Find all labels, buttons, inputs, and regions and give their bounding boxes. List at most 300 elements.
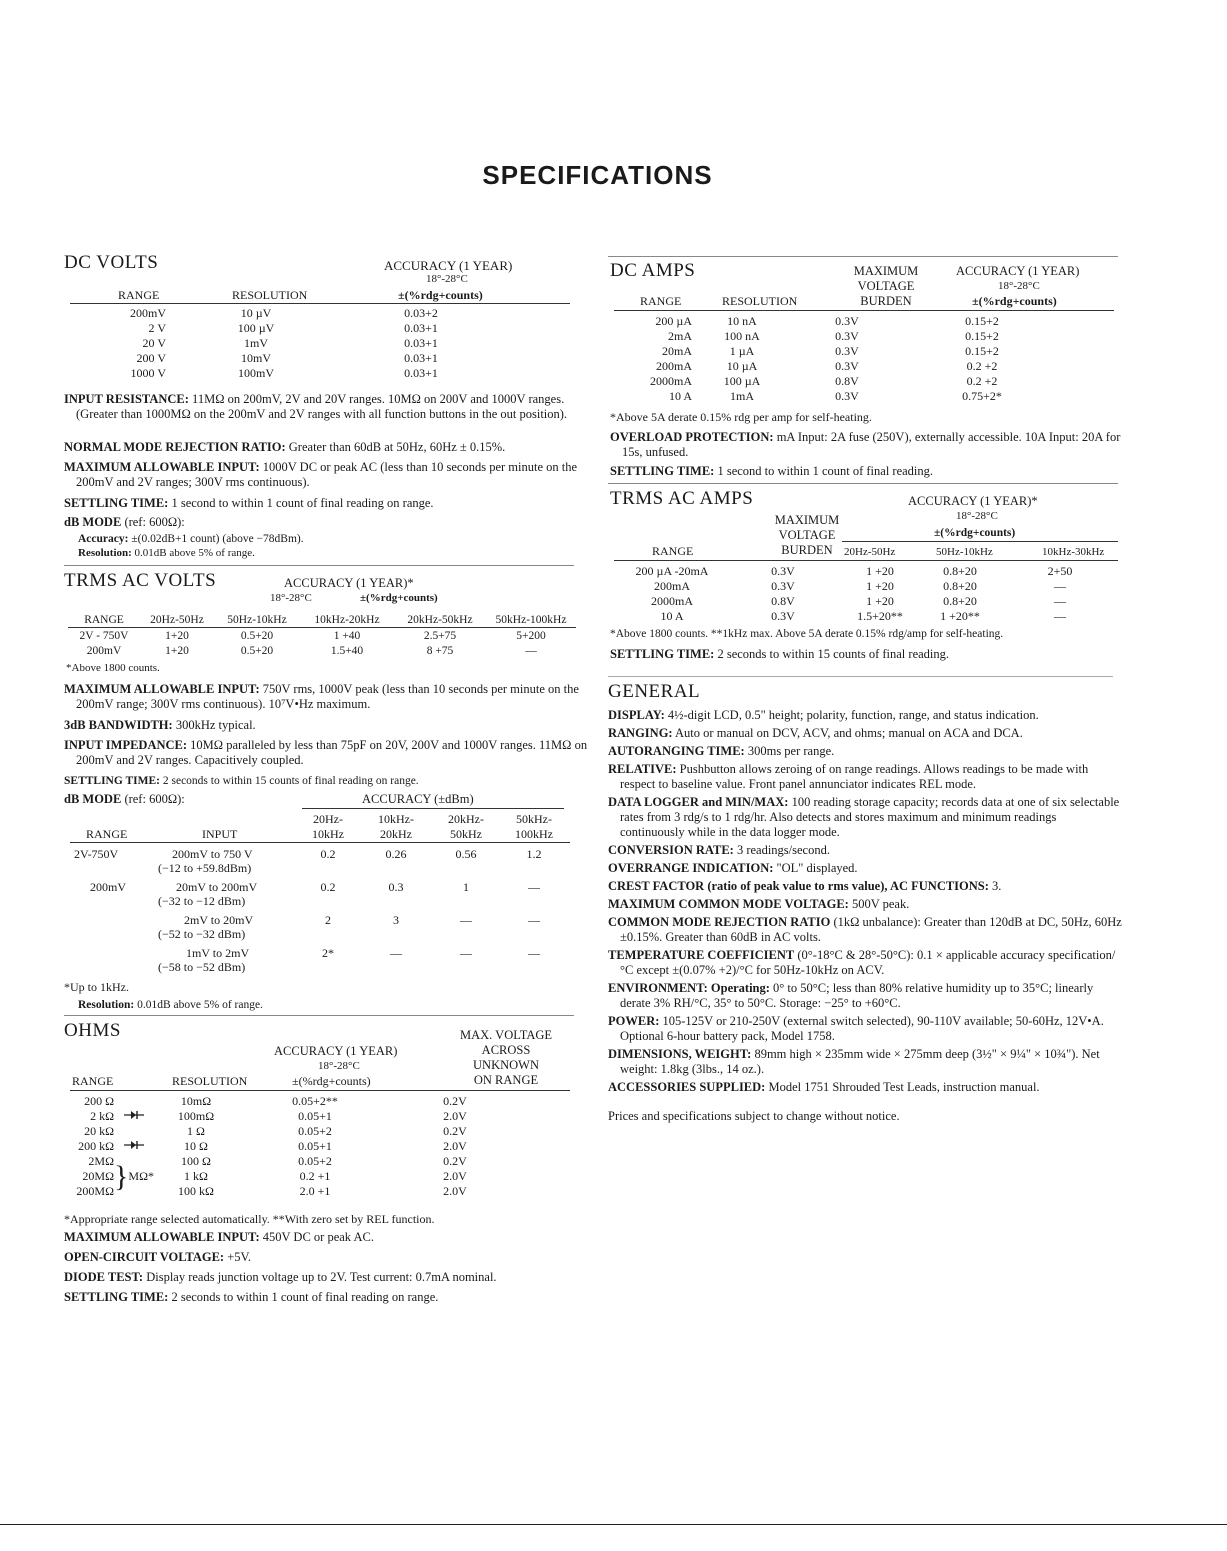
text: (0°-18°C & 28°-50°C): 0.1 × applicable accuracy specification/°C except ±(0.07% +2)/°C for 50Hz-10kHz on ACV. — [620, 948, 1116, 977]
db-row-input: 200mV to 750 V — [172, 847, 253, 861]
label: 3dB BANDWIDTH: — [64, 718, 173, 732]
db-row-input: 1mV to 2mV — [186, 946, 250, 960]
cell: 0.8+20 — [943, 594, 977, 608]
general-item — [608, 726, 1123, 741]
text: 750V rms, 1000V peak (less than 10 seconds per minute on the 200mV range; 300V rms continuous). 10⁷V•Hz maximum. — [76, 682, 579, 711]
cell: 2000mA — [651, 594, 693, 608]
ohms-settling — [64, 1290, 592, 1305]
table-row — [628, 594, 1110, 609]
table-row — [628, 609, 1110, 624]
cell: 2MΩ — [88, 1154, 114, 1168]
table-row — [104, 306, 496, 321]
header-line: 10kHz- — [378, 812, 414, 826]
db-row-range: 2V-750V — [74, 847, 119, 861]
text: 4½-digit LCD, 0.5" height; polarity, function, range, and status indication. — [664, 708, 1039, 722]
cell: 200MΩ — [76, 1184, 114, 1198]
cell: 0.05+2** — [292, 1094, 338, 1108]
text: "OL" displayed. — [773, 861, 858, 875]
cell: — — [1054, 579, 1066, 593]
text: 2 seconds to within 1 count of final reading on range. — [168, 1290, 439, 1304]
cell: 0.05+1 — [298, 1139, 332, 1153]
cell: 1+20 — [165, 644, 189, 657]
text: 1000V DC or peak AC (less than 10 seconds per minute on the 200mV and 2V ranges; 300V rms continuous). — [76, 460, 578, 489]
text: Display reads junction voltage up to 2V. Test current: 0.7mA nominal. — [143, 1270, 497, 1284]
table-row — [104, 351, 496, 366]
text: 11MΩ on 200mV, 2V and 20V ranges. 10MΩ on 200V and 1000V ranges. (Greater than 1000MΩ on the 200mV and 2V ranges with all function buttons in the out position). — [76, 392, 568, 421]
cell: 1 — [463, 880, 469, 894]
aca-col-20hz: 20Hz-50Hz — [844, 546, 896, 558]
acv-bandwidth — [64, 718, 592, 733]
text: Greater than 60dB at 50Hz, 60Hz ± 0.15%. — [285, 440, 506, 454]
cell: 200mA — [654, 579, 690, 593]
dcv-max-input — [64, 460, 592, 490]
acv-settling — [64, 774, 592, 789]
label: DATA LOGGER and MIN/MAX: — [608, 795, 789, 809]
cell: 0.3 — [388, 880, 404, 894]
acv-accuracy-label: ACCURACY (1 YEAR)* — [284, 576, 414, 590]
table-row — [70, 1109, 518, 1124]
dcv-formula: ±(%rdg+counts) — [398, 288, 483, 302]
cell: — — [460, 913, 472, 927]
dcv-temp: 18°-28°C — [426, 273, 468, 285]
col-header: 10kHz-20kHz — [300, 612, 394, 628]
acv-db-resolution — [78, 998, 578, 1013]
cell: 2.0 +1 — [299, 1184, 331, 1198]
ohms-temp: 18°-28°C — [318, 1060, 360, 1072]
cell: 1.5+40 — [330, 644, 364, 657]
cell: 0.3V — [835, 389, 859, 403]
text: 2 seconds to within 15 counts of final reading. — [714, 647, 950, 661]
cell: 100 Ω — [181, 1154, 211, 1168]
cell: 0.3V — [835, 344, 859, 358]
dca-maxv — [836, 264, 936, 309]
cell: 0.2 — [320, 880, 336, 894]
cell: 0.15+2 — [965, 344, 999, 358]
cell: 1 +20 — [866, 579, 894, 593]
header-line: BURDEN — [781, 543, 833, 557]
dca-formula: ±(%rdg+counts) — [972, 294, 1057, 308]
aca-col-10khz: 10kHz-30kHz — [1042, 546, 1105, 558]
header-line: VOLTAGE — [778, 528, 836, 542]
dcv-input-resistance — [64, 392, 592, 422]
text: 105-125V or 210-250V (external switch selected), 90-110V available; 50-60Hz, 12V•A. Optional 6-hour battery pack, Model 1758. — [620, 1014, 1104, 1043]
text: 300ms per range. — [744, 744, 835, 758]
ohms-maxv — [436, 1028, 576, 1088]
divider — [608, 676, 1113, 677]
cell: 1+20 — [165, 629, 189, 642]
label: OVERLOAD PROTECTION: — [610, 430, 774, 444]
label: AUTORANGING TIME: — [608, 744, 745, 758]
label: COMMON MODE REJECTION RATIO — [608, 915, 831, 929]
cell: — — [525, 644, 537, 657]
cell: 200mV — [86, 644, 122, 657]
col-header: 20Hz-50Hz — [140, 612, 214, 628]
dcv-heading: DC VOLTS — [64, 252, 159, 273]
dcv-db-accuracy — [78, 532, 578, 547]
cell: 10mV — [241, 351, 271, 365]
cell: 0.3V — [835, 359, 859, 373]
db-col-50khz — [502, 812, 566, 842]
cell: 10 nA — [727, 314, 757, 328]
general-item — [608, 1080, 1123, 1095]
ohms-max-input — [64, 1230, 592, 1245]
header-line: BURDEN — [860, 294, 912, 308]
dcv-col-resolution: RESOLUTION — [232, 288, 308, 302]
table-row — [104, 321, 496, 336]
cell: 20MΩ — [82, 1169, 114, 1183]
cell: 1 +20 — [866, 564, 894, 578]
header-line: 20kHz- — [448, 812, 484, 826]
cell: 2.0V — [443, 1139, 467, 1153]
cell: 0.2V — [443, 1094, 467, 1108]
table-row — [70, 1154, 518, 1169]
table-row — [628, 389, 1062, 404]
table-row — [628, 579, 1110, 594]
dca-col-range: RANGE — [640, 294, 682, 308]
text: (1kΩ unbalance): Greater than 120dB at DC, 50Hz, 60Hz ±0.15%. Greater than 60dB in AC volts. — [620, 915, 1122, 944]
aca-col-range: RANGE — [652, 544, 694, 558]
ohms-col-resolution: RESOLUTION — [172, 1074, 248, 1088]
aca-maxv — [762, 513, 852, 558]
cell: 200 V — [136, 351, 166, 365]
cell: 1 +20** — [940, 609, 980, 623]
aca-accuracy-label: ACCURACY (1 YEAR)* — [908, 494, 1038, 508]
cell: 10 A — [660, 609, 684, 623]
header-line: MAXIMUM — [853, 264, 919, 278]
cell: 1 kΩ — [184, 1169, 208, 1183]
cell: 2+50 — [1047, 564, 1073, 578]
text: 0.01dB above 5% of range. — [134, 999, 263, 1011]
text: 2 seconds to within 15 counts of final reading on range. — [159, 775, 419, 787]
cell: 200 Ω — [84, 1094, 114, 1108]
header-line: VOLTAGE — [857, 279, 915, 293]
acv-temp: 18°-28°C — [270, 592, 312, 604]
cell: 2000mA — [650, 374, 692, 388]
header-line: ACROSS — [481, 1043, 531, 1057]
cell: — — [528, 880, 540, 894]
cell: 0.05+2 — [298, 1154, 332, 1168]
cell: 1 +20 — [866, 594, 894, 608]
cell: 0.3V — [835, 329, 859, 343]
general-item — [608, 708, 1123, 723]
ohms-diode-test — [64, 1270, 592, 1285]
header-line: UNKNOWN — [473, 1058, 539, 1072]
table-row — [68, 628, 576, 644]
label: DIMENSIONS, WEIGHT: — [608, 1047, 752, 1061]
cell: 0.3V — [835, 314, 859, 328]
db-col-input: INPUT — [202, 827, 238, 841]
cell: 0.15+2 — [965, 329, 999, 343]
cell: — — [1054, 609, 1066, 623]
header-line: 20Hz- — [313, 812, 343, 826]
divider — [614, 560, 1118, 561]
divider — [70, 303, 570, 304]
divider — [842, 541, 1118, 542]
ohms-accuracy-label: ACCURACY (1 YEAR) — [274, 1044, 398, 1058]
acv-db-note: *Up to 1kHz. — [64, 980, 129, 994]
aca-table — [628, 564, 1110, 624]
general-item — [608, 915, 1123, 945]
db-row-dbm: (−12 to +59.8dBm) — [158, 861, 252, 875]
text: 100 reading storage capacity; records data at one of six selectable rates from 3 rdg/s to 1 rdg/hr. Also detects and stores maximum and minimum readings continuously while in the data logger mode. — [620, 795, 1120, 839]
general-item — [608, 1047, 1123, 1077]
cell: — — [460, 946, 472, 960]
label: SETTLING TIME: — [610, 464, 715, 478]
cell: 10 Ω — [184, 1139, 208, 1153]
table-row — [104, 366, 496, 381]
label: MAXIMUM COMMON MODE VOLTAGE: — [608, 897, 849, 911]
aca-note: *Above 1800 counts. **1kHz max. Above 5A derate 0.15% rdg/amp for self-heating. — [610, 628, 1004, 640]
text: 0.01dB above 5% of range. — [131, 547, 255, 559]
label: OVERRANGE INDICATION: — [608, 861, 774, 875]
label: CREST FACTOR (ratio of peak value to rms value), AC FUNCTIONS: — [608, 879, 989, 893]
general-heading: GENERAL — [608, 681, 701, 702]
general-item — [608, 762, 1123, 792]
cell: 200mV — [130, 306, 166, 320]
cell: — — [528, 913, 540, 927]
acv-table — [68, 612, 576, 658]
db-col-10khz — [366, 812, 426, 842]
cell: 0.8+20 — [943, 579, 977, 593]
cell: 0.3V — [771, 564, 795, 578]
cell: 0.56 — [455, 847, 477, 861]
dcv-db-resolution — [78, 546, 578, 561]
label: SETTLING TIME: — [64, 775, 160, 787]
cell: 0.3V — [771, 609, 795, 623]
db-row-dbm: (−58 to −52 dBm) — [158, 960, 246, 974]
label: SETTLING TIME: — [610, 647, 715, 661]
cell: 2 — [325, 913, 331, 927]
header-line: MAXIMUM — [774, 513, 840, 527]
ohms-col-range: RANGE — [72, 1074, 114, 1088]
db-row-range: 200mV — [90, 880, 126, 894]
cell: — — [390, 946, 402, 960]
text: 89mm high × 235mm wide × 275mm deep (3½" × 9¼" × 10¾"). Net weight: 1.8kg (3lbs., 14 oz.). — [620, 1047, 1100, 1076]
cell: 10 µA — [726, 359, 758, 373]
label: ENVIRONMENT: Operating: — [608, 981, 770, 995]
text: 500V peak. — [848, 897, 910, 911]
acv-max-input — [64, 682, 592, 712]
label: RANGING: — [608, 726, 673, 740]
text: (ref: 600Ω): — [121, 515, 185, 529]
cell: 0.26 — [385, 847, 407, 861]
cell: 1mA — [730, 389, 754, 403]
cell: 100mΩ — [177, 1109, 215, 1123]
general-item — [608, 744, 1123, 759]
label: MAXIMUM ALLOWABLE INPUT: — [64, 682, 260, 696]
label: dB MODE — [64, 792, 122, 806]
cell: 0.05+1 — [298, 1109, 332, 1123]
cell: 200 µA -20mA — [635, 564, 709, 578]
label: INPUT IMPEDANCE: — [64, 738, 188, 752]
cell: 0.2 — [320, 847, 336, 861]
cell: — — [528, 946, 540, 960]
acv-note: *Above 1800 counts. — [66, 662, 160, 674]
db-row-input: 20mV to 200mV — [176, 880, 258, 894]
ohms-heading: OHMS — [64, 1020, 121, 1041]
label: Resolution: — [78, 547, 132, 559]
acv-heading: TRMS AC VOLTS — [64, 570, 217, 591]
label: TEMPERATURE COEFFICIENT — [608, 948, 795, 962]
cell: 2* — [322, 946, 334, 960]
diode-icon — [114, 1109, 154, 1124]
mohm-brace: }MΩ* — [114, 1159, 154, 1193]
table-row — [70, 1139, 518, 1154]
cell: 20 kΩ — [84, 1124, 114, 1138]
cell: 0.5+20 — [240, 629, 274, 642]
text: Model 1751 Shrouded Test Leads, instruction manual. — [765, 1080, 1040, 1094]
cell: 0.5+20 — [240, 644, 274, 657]
table-row — [70, 1094, 518, 1109]
cell: 2.5+75 — [423, 629, 457, 642]
db-col-20khz — [436, 812, 496, 842]
cell: 0.05+2 — [298, 1124, 332, 1138]
label: NORMAL MODE REJECTION RATIO: — [64, 440, 286, 454]
dcv-accuracy-label: ACCURACY (1 YEAR) — [384, 258, 513, 273]
text: 3. — [988, 879, 1002, 893]
header-line: MAX. VOLTAGE — [459, 1028, 553, 1042]
cell — [114, 1124, 154, 1139]
cell: 0.3V — [771, 579, 795, 593]
cell: 1 +40 — [333, 629, 361, 642]
col-header: RANGE — [68, 612, 140, 628]
text: mA Input: 2A fuse (250V), externally accessible. 10A Input: 20A for 15s, unfused. — [622, 430, 1121, 459]
label: POWER: — [608, 1014, 660, 1028]
page-title: SPECIFICATIONS — [482, 160, 713, 190]
cell: 200mA — [656, 359, 692, 373]
table-row — [628, 359, 1062, 374]
divider — [64, 565, 574, 566]
table-row — [628, 329, 1062, 344]
dca-heading: DC AMPS — [610, 260, 696, 281]
dca-col-resolution: RESOLUTION — [722, 294, 798, 308]
cell: 8 +75 — [426, 644, 454, 657]
label: dB MODE — [64, 515, 122, 529]
table-header — [68, 612, 576, 628]
cell: 0.2 +2 — [966, 374, 998, 388]
divider — [608, 483, 1118, 484]
general-footer: Prices and specifications subject to change without notice. — [608, 1109, 900, 1123]
cell: 2V - 750V — [79, 629, 129, 642]
label: DISPLAY: — [608, 708, 665, 722]
text: 0° to 50°C; less than 80% relative humidity up to 35°C; linearly derate 3% RH/°C, 35° to 50°C. Storage: −25° to +60°C. — [620, 981, 1094, 1010]
label: RELATIVE: — [608, 762, 677, 776]
cell: 0.2V — [443, 1124, 467, 1138]
mohm-label: MΩ* — [128, 1168, 154, 1183]
cell: 2 V — [148, 321, 166, 335]
header-line: 10kHz — [312, 827, 344, 841]
db-row-dbm: (−52 to −32 dBm) — [158, 927, 246, 941]
cell: 1.5+20** — [857, 609, 903, 623]
cell: 1000 V — [130, 366, 166, 380]
cell: 1 µA — [729, 344, 755, 358]
cell: 10 A — [668, 389, 692, 403]
db-col-20hz — [302, 812, 354, 842]
diode-icon — [114, 1139, 154, 1154]
cell: 5+200 — [516, 629, 546, 642]
table-row — [628, 344, 1062, 359]
cell: 0.03+1 — [404, 336, 438, 350]
divider — [608, 256, 1118, 257]
cell: 100 µV — [237, 321, 275, 335]
acv-formula: ±(%rdg+counts) — [360, 592, 438, 604]
acv-db-mode — [64, 792, 314, 807]
aca-heading: TRMS AC AMPS — [610, 488, 754, 509]
header-line: 100kHz — [515, 827, 553, 841]
table-row — [628, 374, 1062, 389]
text: Auto or manual on DCV, ACV, and ohms; manual on ACA and DCA. — [672, 726, 1023, 740]
text: 3 readings/second. — [733, 843, 830, 857]
label: Resolution: — [78, 999, 135, 1011]
db-col-range: RANGE — [86, 827, 128, 841]
general-item — [608, 795, 1123, 840]
general-item — [608, 897, 1123, 912]
acv-db-accuracy-label: ACCURACY (±dBm) — [362, 792, 474, 806]
general-item — [608, 981, 1123, 1011]
table-row — [628, 314, 1062, 329]
cell — [114, 1094, 154, 1109]
aca-col-50hz: 50Hz-10kHz — [936, 546, 993, 558]
dcv-col-range: RANGE — [118, 288, 160, 302]
dcv-nmrr — [64, 440, 592, 455]
cell: 2.0V — [443, 1169, 467, 1183]
label: CONVERSION RATE: — [608, 843, 734, 857]
col-header: 50Hz-10kHz — [214, 612, 300, 628]
dca-accuracy-label: ACCURACY (1 YEAR) — [956, 264, 1080, 278]
dca-settling — [610, 464, 1135, 479]
divider — [64, 1015, 574, 1016]
cell: 0.2 +2 — [966, 359, 998, 373]
cell: 0.03+1 — [404, 351, 438, 365]
cell: 0.03+2 — [404, 306, 438, 320]
cell: 2.0V — [443, 1184, 467, 1198]
cell: 2 kΩ — [90, 1109, 114, 1123]
cell: 100 nA — [724, 329, 760, 343]
cell: 0.75+2* — [962, 389, 1002, 403]
ohms-ocv — [64, 1250, 592, 1265]
cell: — — [1054, 594, 1066, 608]
general-item — [608, 1014, 1123, 1044]
cell: 20mA — [662, 344, 692, 358]
header-line: 20kHz — [380, 827, 412, 841]
text: 1 second to within 1 count of final reading. — [714, 464, 934, 478]
page-bottom-rule — [0, 1524, 1227, 1525]
ohms-table — [70, 1094, 518, 1199]
cell: 0.2 +1 — [299, 1169, 331, 1183]
divider — [302, 808, 564, 809]
cell: 0.8V — [771, 594, 795, 608]
header-line: 50kHz- — [516, 812, 552, 826]
label: SETTLING TIME: — [64, 496, 169, 510]
ohms-note: *Appropriate range selected automatically. **With zero set by REL function. — [64, 1212, 435, 1226]
col-header: 20kHz-50kHz — [394, 612, 486, 628]
text: 300kHz typical. — [172, 718, 256, 732]
label: SETTLING TIME: — [64, 1290, 169, 1304]
text: Pushbutton allows zeroing of on range readings. Allows readings to be made with respect to baseline value. Front panel annunciator indicates REL mode. — [620, 762, 1089, 791]
label: ACCESSORIES SUPPLIED: — [608, 1080, 766, 1094]
table-row — [68, 643, 576, 658]
db-row-input: 2mV to 20mV — [184, 913, 254, 927]
dca-overload — [610, 430, 1135, 460]
dca-temp: 18°-28°C — [998, 280, 1040, 292]
cell: 1.2 — [526, 847, 542, 861]
aca-formula: ±(%rdg+counts) — [934, 527, 1016, 539]
cell: 2.0V — [443, 1109, 467, 1123]
cell: 0.03+1 — [404, 321, 438, 335]
label: MAXIMUM ALLOWABLE INPUT: — [64, 460, 260, 474]
cell: 20 V — [142, 336, 166, 350]
cell: 2mA — [668, 329, 692, 343]
